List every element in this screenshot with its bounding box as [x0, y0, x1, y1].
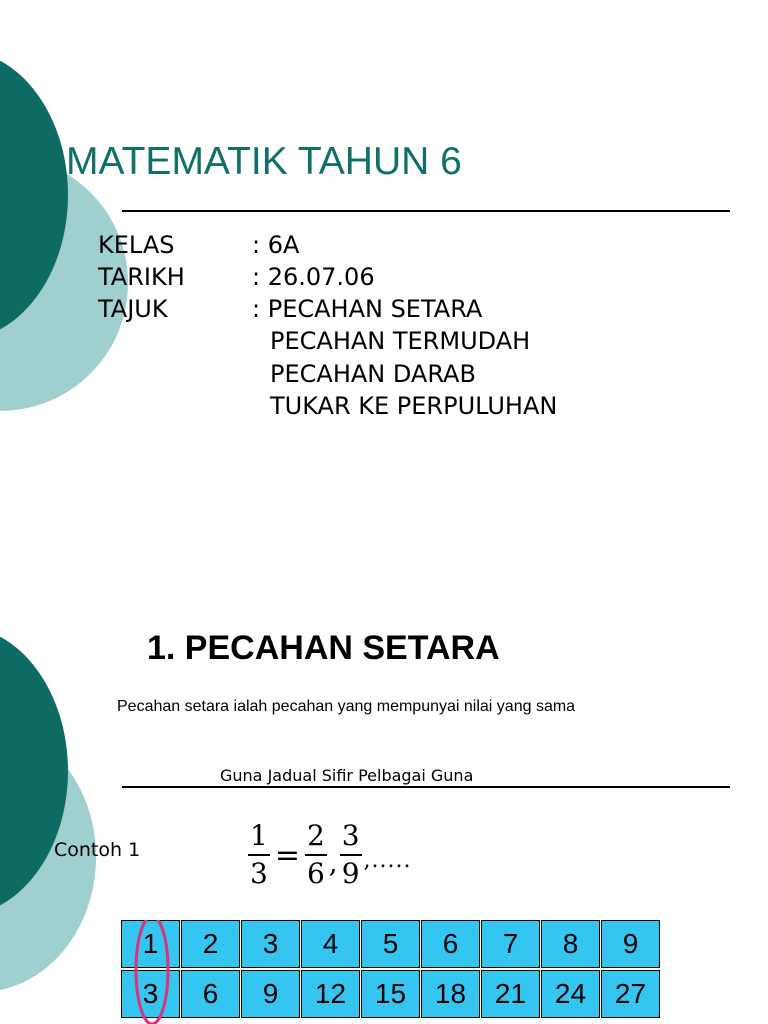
fraction-numerator: 2 [306, 819, 325, 852]
method-subtitle: Guna Jadual Sifir Pelbagai Guna [220, 766, 474, 785]
fraction-denominator: 9 [341, 857, 360, 890]
table-cell: 12 [301, 970, 360, 1018]
fraction-bar [340, 854, 362, 856]
table-cell: 8 [541, 920, 600, 968]
table-cell: 24 [541, 970, 600, 1018]
table-cell: 9 [241, 970, 300, 1018]
equals-sign: = [274, 837, 300, 873]
table-cell: 3 [241, 920, 300, 968]
fraction-bar [248, 854, 270, 856]
fraction-equation [246, 815, 412, 895]
example-label: Contoh 1 [54, 839, 141, 861]
fraction-numerator: 1 [250, 819, 268, 852]
table-cell: 7 [481, 920, 540, 968]
fraction-numerator: 3 [341, 819, 360, 852]
info-label-kelas: KELAS [98, 231, 175, 259]
section-title: 1. PECAHAN SETARA [147, 629, 500, 667]
info-value-tajuk: : PECAHAN SETARA [252, 295, 483, 323]
slide-title: MATEMATIK TAHUN 6 [66, 140, 462, 183]
info-label-tarikh: TARIKH [98, 263, 185, 291]
fraction [246, 821, 272, 889]
title-divider [122, 210, 730, 212]
fraction [303, 821, 329, 889]
info-label-tajuk: TAJUK [98, 295, 168, 323]
fraction-denominator: 6 [306, 857, 325, 890]
multiplication-table [121, 920, 661, 1018]
table-cell: 4 [301, 920, 360, 968]
definition-text: Pecahan setara ialah pecahan yang mempunyai nilai yang sama [117, 698, 576, 715]
table-cell: 21 [481, 970, 540, 1018]
slide-2 [0, 512, 768, 1024]
comma: , [328, 845, 338, 879]
table-cell: 5 [361, 920, 420, 968]
table-cell: 6 [421, 920, 480, 968]
info-value-kelas: : 6A [252, 231, 300, 259]
table-cell: 1 [121, 920, 180, 968]
table-cell: 6 [181, 970, 240, 1018]
table-row [121, 970, 661, 1018]
info-value-tarikh: : 26.07.06 [252, 263, 375, 291]
table-cell: 2 [181, 920, 240, 968]
table-cell: 3 [121, 970, 180, 1018]
table-row [121, 920, 661, 968]
fraction-bar [305, 854, 327, 856]
table-cell: 18 [421, 970, 480, 1018]
topic-item: PECAHAN TERMUDAH [270, 327, 531, 355]
topic-item: TUKAR KE PERPULUHAN [270, 392, 558, 420]
table-cell: 9 [601, 920, 660, 968]
table-cell: 27 [601, 970, 660, 1018]
fraction-denominator: 3 [250, 857, 268, 890]
fraction [338, 821, 364, 889]
topic-item: PECAHAN DARAB [270, 360, 476, 388]
ellipsis: ,..... [363, 847, 412, 873]
subtitle-divider [122, 786, 730, 788]
table-cell: 15 [361, 970, 420, 1018]
